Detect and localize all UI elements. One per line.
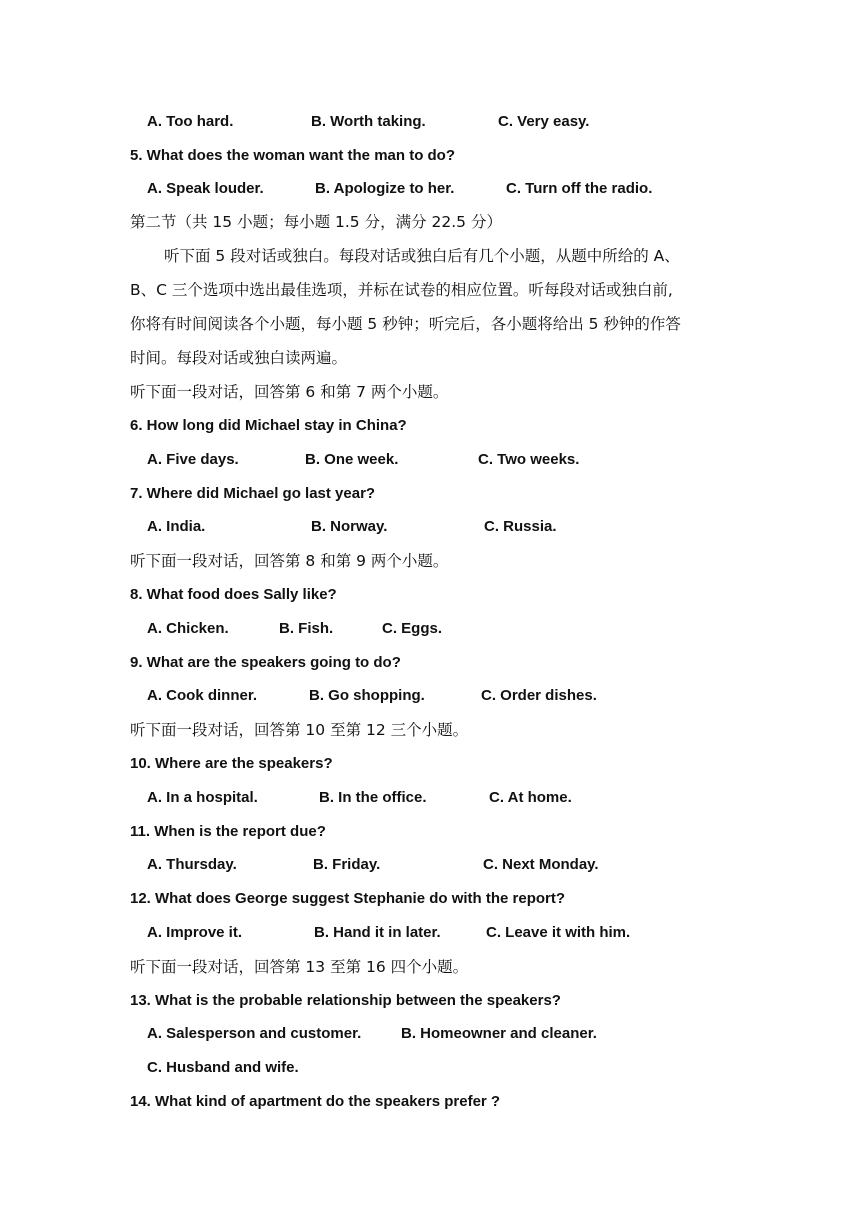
section2-heading: 第二节（共 15 小题；每小题 1.5 分，满分 22.5 分） xyxy=(130,213,502,231)
q5-option-a: A. Speak louder. xyxy=(147,180,264,197)
q11-question: 11. When is the report due? xyxy=(130,823,326,840)
q5-option-b: B. Apologize to her. xyxy=(315,180,455,197)
q8-question: 8. What food does Sally like? xyxy=(130,586,337,603)
dialog1-instruction: 听下面一段对话，回答第 6 和第 7 两个小题。 xyxy=(130,383,449,401)
dialog3-instruction: 听下面一段对话，回答第 10 至第 12 三个小题。 xyxy=(130,721,469,739)
q14-question: 14. What kind of apartment do the speakers prefer ? xyxy=(130,1093,501,1110)
q9-option-b: B. Go shopping. xyxy=(309,687,425,704)
q13-option-b: B. Homeowner and cleaner. xyxy=(401,1025,597,1042)
q4-option-b: B. Worth taking. xyxy=(311,113,426,130)
q10-option-c: C. At home. xyxy=(489,789,572,806)
q6-option-c: C. Two weeks. xyxy=(478,451,580,468)
q13-question: 13. What is the probable relationship between the speakers? xyxy=(130,992,561,1009)
q7-option-c: C. Russia. xyxy=(484,518,557,535)
q13-option-a: A. Salesperson and customer. xyxy=(147,1025,362,1042)
q5-question: 5. What does the woman want the man to do? xyxy=(130,147,456,164)
section2-instruction-line2: B、C 三个选项中选出最佳选项，并标在试卷的相应位置。听每段对话或独白前, xyxy=(130,281,673,299)
q8-option-a: A. Chicken. xyxy=(147,620,229,637)
q8-option-b: B. Fish. xyxy=(279,620,334,637)
dialog2-instruction: 听下面一段对话，回答第 8 和第 9 两个小题。 xyxy=(130,552,449,570)
q13-option-c: C. Husband and wife. xyxy=(147,1059,299,1076)
q12-option-a: A. Improve it. xyxy=(147,924,243,941)
q10-option-b: B. In the office. xyxy=(319,789,427,806)
q11-option-b: B. Friday. xyxy=(313,856,381,873)
q7-question: 7. Where did Michael go last year? xyxy=(130,485,376,502)
q7-option-b: B. Norway. xyxy=(311,518,388,535)
q7-option-a: A. India. xyxy=(147,518,206,535)
q8-option-c: C. Eggs. xyxy=(382,620,443,637)
section2-instruction-line3: 你将有时间阅读各个小题，每小题 5 秒钟；听完后，各小题将给出 5 秒钟的作答 xyxy=(130,315,681,333)
q12-question: 12. What does George suggest Stephanie do with the report? xyxy=(130,890,566,907)
q4-option-c: C. Very easy. xyxy=(498,113,590,130)
q6-question: 6. How long did Michael stay in China? xyxy=(130,417,407,434)
dialog4-instruction: 听下面一段对话，回答第 13 至第 16 四个小题。 xyxy=(130,958,469,976)
q12-option-b: B. Hand it in later. xyxy=(314,924,441,941)
q9-option-c: C. Order dishes. xyxy=(481,687,597,704)
q11-option-c: C. Next Monday. xyxy=(483,856,599,873)
q5-option-c: C. Turn off the radio. xyxy=(506,180,653,197)
q10-question: 10. Where are the speakers? xyxy=(130,755,333,772)
q12-option-c: C. Leave it with him. xyxy=(486,924,631,941)
q11-option-a: A. Thursday. xyxy=(147,856,237,873)
q9-question: 9. What are the speakers going to do? xyxy=(130,654,401,671)
section2-instruction-line1: 听下面 5 段对话或独白。每段对话或独白后有几个小题，从题中所给的 A、 xyxy=(164,247,680,265)
q4-option-a: A. Too hard. xyxy=(147,113,234,130)
q10-option-a: A. In a hospital. xyxy=(147,789,258,806)
q9-option-a: A. Cook dinner. xyxy=(147,687,258,704)
section2-instruction-line4: 时间。每段对话或独白读两遍。 xyxy=(130,349,348,367)
q6-option-b: B. One week. xyxy=(305,451,399,468)
q6-option-a: A. Five days. xyxy=(147,451,239,468)
